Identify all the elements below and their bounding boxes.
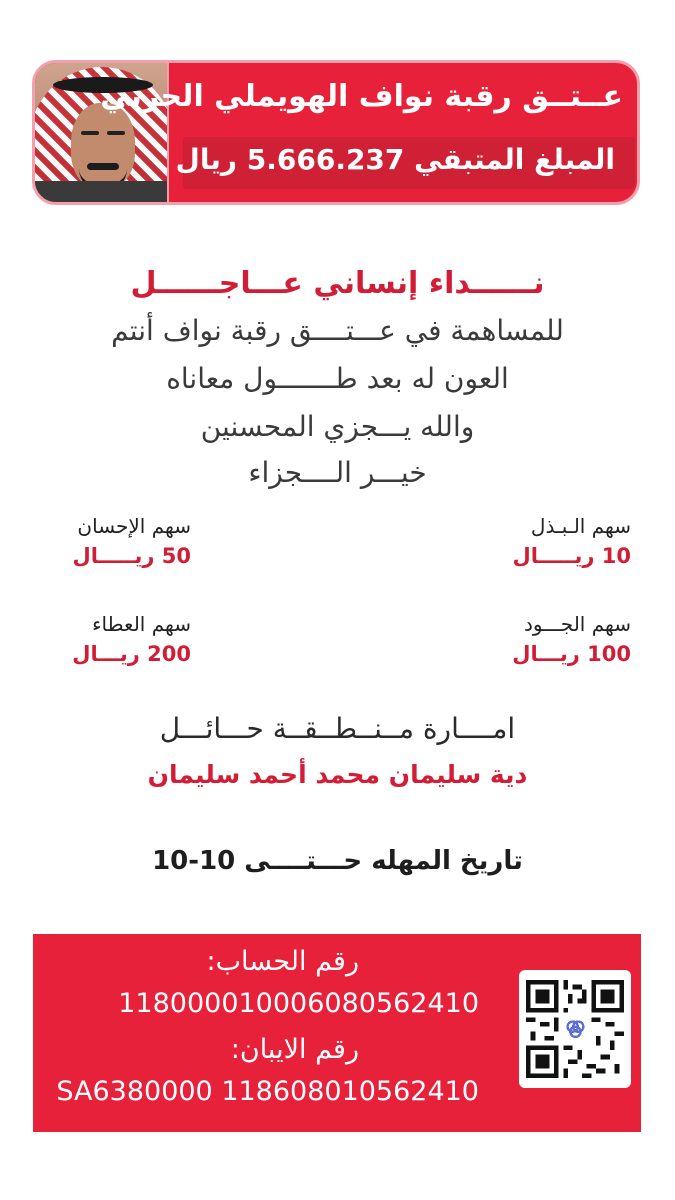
share-ataa-value: 200 ريـــال [72, 642, 191, 666]
account-number[interactable]: 118000010006080562410 [118, 988, 479, 1019]
header-banner [32, 60, 640, 205]
share-ihsan-value: 50 ريـــــال [72, 544, 191, 568]
share-ihsan [0, 514, 191, 568]
share-jood-value: 100 ريـــال [512, 642, 631, 666]
appeal-heading: نــــــداء إنساني عـــاجــــــل [130, 266, 545, 301]
emirate-name: امــــارة مــنــطــقــة حـــائـــل [159, 712, 516, 745]
account-number-label: رقم الحساب: [206, 946, 359, 977]
amount-remaining-box [175, 137, 635, 189]
share-jood-name: سهم الجـــود [523, 612, 631, 636]
share-jood [431, 612, 631, 666]
banner-title: عــتــق رقبة نواف الهويملي الحربي [100, 79, 623, 114]
amount-remaining-text: المبلغ المتبقي 5.666.237 ريال [175, 143, 615, 176]
qr-code-icon[interactable] [519, 970, 631, 1088]
iban-number[interactable]: SA6380000 118608010562410 [56, 1076, 479, 1107]
qr-code-graphic [526, 977, 624, 1081]
appeal-line-2: العون له بعد طـــــــول معاناه [166, 362, 509, 395]
share-bathl-name: سهم الـبـذل [530, 514, 631, 538]
appeal-line-3: والله يـــجزي المحسنين [200, 410, 475, 443]
deadline-text: تاريخ المهله حـــتــــى 10-10 [152, 846, 523, 876]
diya-name: دية سليمان محمد أحمد سليمان [147, 760, 528, 789]
share-bathl-value: 10 ريـــــال [512, 544, 631, 568]
appeal-line-1: للمساهمة في عـــتــــق رقبة نواف أنتم [111, 314, 564, 347]
share-ataa [0, 612, 191, 666]
share-ataa-name: سهم العطاء [92, 612, 191, 636]
appeal-line-4: خيـــر الــــجزاء [248, 456, 427, 489]
share-bathl [431, 514, 631, 568]
iban-label: رقم الايبان: [230, 1034, 359, 1065]
share-ihsan-name: سهم الإحسان [77, 514, 191, 538]
account-panel [33, 934, 641, 1132]
